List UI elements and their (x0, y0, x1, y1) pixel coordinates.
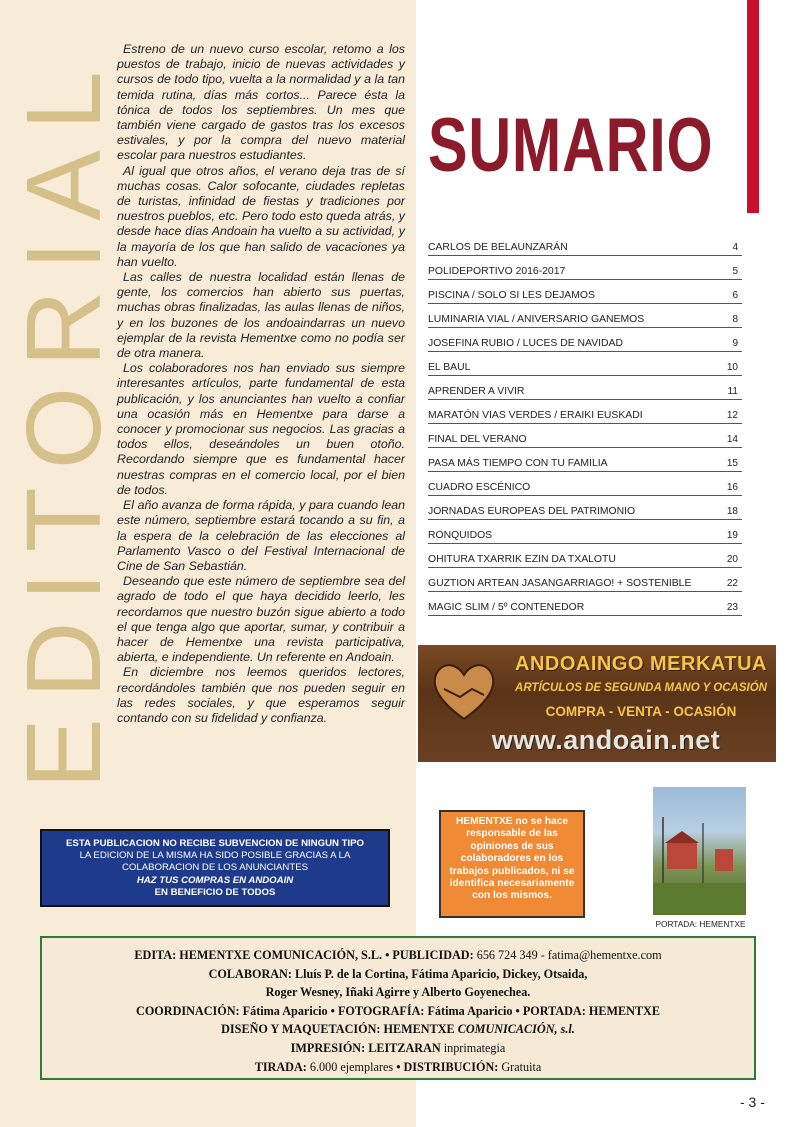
toc-item[interactable]: EL BAUL 10 (428, 352, 742, 376)
toc-item[interactable]: GUZTION ARTEAN JASANGARRIAGO! + SOSTENIBLE 22 (428, 568, 742, 592)
cover-caption: PORTADA: HEMENTXE (655, 919, 746, 929)
toc-item[interactable]: APRENDER A VIVIR 11 (428, 376, 742, 400)
editorial-paragraph: En diciembre nos leemos queridos lectores, recordándoles también que nos pueden seguir en las redes sociales, y que esperamos seguir contando con su fidelidad y confianza. (117, 665, 405, 725)
toc-item[interactable]: LUMINARIA VIAL / ANIVERSARIO GANEMOS 8 (428, 304, 742, 328)
page-number: - 3 - (740, 1094, 765, 1110)
toc-item[interactable]: MAGIC SLIM / 5º CONTENEDOR 23 (428, 592, 742, 616)
toc-item[interactable]: MARATÓN VIAS VERDES / ERAIKI EUSKADI 12 (428, 400, 742, 424)
editorial-vertical-title: EDITORIAL (5, 51, 124, 789)
ad-title: ANDOAINGO MERKATUA (515, 653, 767, 675)
merkatua-ad-banner[interactable] (418, 645, 776, 762)
credits-line: EDITA: HEMENTXE COMUNICACIÓN, S.L. • PUBLICIDAD: 656 724 349 - fatima@hementxe.com (134, 948, 662, 962)
toc-item[interactable]: POLIDEPORTIVO 2016-2017 5 (428, 256, 742, 280)
editorial-paragraph: Las calles de nuestra localidad están llenas de gente, los comercios han abierto sus puertas, muchas obras finalizadas, las aulas llenas de niños, y en los buzones de los andoaindarras un nuevo ejemplar de la revista Hementxe como no podía ser de otra manera. (117, 270, 405, 361)
editorial-paragraph: Deseando que este número de septiembre sea del agrado de todo el que haya decidido leerlo, les recordamos que nuestro buzón sigue abierto a todo el que tenga algo que aportar, sumar, y contribuir a hacer de Hementxe una revista participativa, abierta, e independiente. Un referente en Andoain. (117, 574, 405, 665)
accent-bar (747, 0, 759, 213)
ad-tagline: COMPRA - VENTA - OCASIÓN (545, 704, 737, 719)
toc-item[interactable]: CUADRO ESCÉNICO 16 (428, 472, 742, 496)
credits-line: IMPRESIÓN: LEITZARAN inprimategia (290, 1040, 506, 1055)
credits-line: COORDINACIÓN: Fátima Aparicio • FOTOGRAFÍA: Fátima Aparicio • PORTADA: HEMENTXE (136, 1003, 660, 1018)
editorial-paragraph: Estreno de un nuevo curso escolar, retomo a los puestos de trabajo, inicio de nuevas actividades y cursos de todo tipo, vuelta a la normalidad y a la tan temida rutina, días más cortos... Parece ésta la tónica de todos los septiembres. Un mes que también viene cargado de gastos tras los excesos estivales, y por la compra del nuevo material escolar para nuestros estudiantes. (117, 42, 405, 163)
ad-url-link[interactable]: www.andoain.net (491, 725, 721, 755)
editorial-body (117, 42, 405, 726)
cover-photo-image (653, 787, 746, 915)
sumario-title: SUMARIO (428, 103, 714, 188)
toc-item[interactable]: RONQUIDOS 19 (428, 520, 742, 544)
disclaimer-text: no se hace responsable de las opiniones de sus colaboradores en los trabajos publicados, ni se identifica necesariamente con los mismos. (449, 816, 575, 902)
toc-item[interactable]: JORNADAS EUROPEAS DEL PATRIMONIO 18 (428, 496, 742, 520)
toc-item[interactable]: CARLOS DE BELAUNZARÁN 4 (428, 232, 742, 256)
disclaimer-box (439, 810, 585, 918)
toc-item[interactable]: OHITURA TXARRIK EZIN DA TXALOTU 20 (428, 544, 742, 568)
toc-item[interactable]: PISCINA / SOLO SI LES DEJAMOS 6 (428, 280, 742, 304)
credits-line: Roger Wesney, Iñaki Agirre y Alberto Goyenechea. (265, 985, 531, 1000)
editorial-paragraph: Al igual que otros años, el verano deja tras de sí muchas cosas. Calor sofocante, ciudades repletas de turistas, infinidad de fiestas y tradiciones por nuestros pueblos, etc. Pero todo esto queda atrás, y desde hace días Andoain ha vuelto a su actividad, y la mayoría de los que han salido de vacaciones ya han vuelto. (117, 163, 405, 269)
disclaimer-brand: HEMENTXE (455, 816, 513, 827)
credits-line: DISEÑO Y MAQUETACIÓN: HEMENTXE COMUNICACIÓN, s.l. (221, 1022, 575, 1037)
credits-line: TIRADA: 6.000 ejemplares • DISTRIBUCIÓN: Gratuita (254, 1059, 542, 1074)
toc-item[interactable]: PASA MÁS TIEMPO CON TU FAMILIA 15 (428, 448, 742, 472)
handshake-icon (426, 655, 502, 725)
ad-subtitle: ARTÍCULOS DE SEGUNDA MANO Y OCASIÓN (515, 682, 767, 694)
credits-line: COLABORAN: Lluís P. de la Cortina, Fátima Aparicio, Dickey, Otsaida, (208, 966, 588, 981)
editorial-paragraph: El año avanza de forma rápida, y para cuando lean este número, septiembre estará tocando a su fin, a la espera de la celebración de las elecciones al Parlamento Vasco o del Festival Internacional de Cine de San Sebastián. (117, 498, 405, 573)
cover-photo (653, 787, 746, 915)
toc-item[interactable]: JOSEFINA RUBIO / LUCES DE NAVIDAD 9 (428, 328, 742, 352)
credits-box (40, 936, 756, 1080)
subsidy-notice: ESTA PUBLICACION NO RECIBE SUBVENCION DE NINGUN TIPO LA EDICION DE LA MISMA HA SIDO POSIBLE GRACIAS A LA COLABORACION DE LOS ANUNCIANTES HAZ TUS COMPRAS EN ANDOAIN EN BENEFICIO DE TODOS (40, 829, 390, 907)
editorial-paragraph: Los colaboradores nos han enviado sus siempre interesantes artículos, parte fundamental de esta publicación, y los anunciantes han vuelto a confiar una ocasión más en Hementxe para darse a conocer y promocionar sus negocios. Las gracias a todos ellos, deseándoles un buen otoño. Recordando siempre que es fundamental hacer nuestras compras en el comercio local, por el bien de todos. (117, 361, 405, 497)
toc-item[interactable]: FINAL DEL VERANO 14 (428, 424, 742, 448)
table-of-contents (428, 232, 742, 616)
